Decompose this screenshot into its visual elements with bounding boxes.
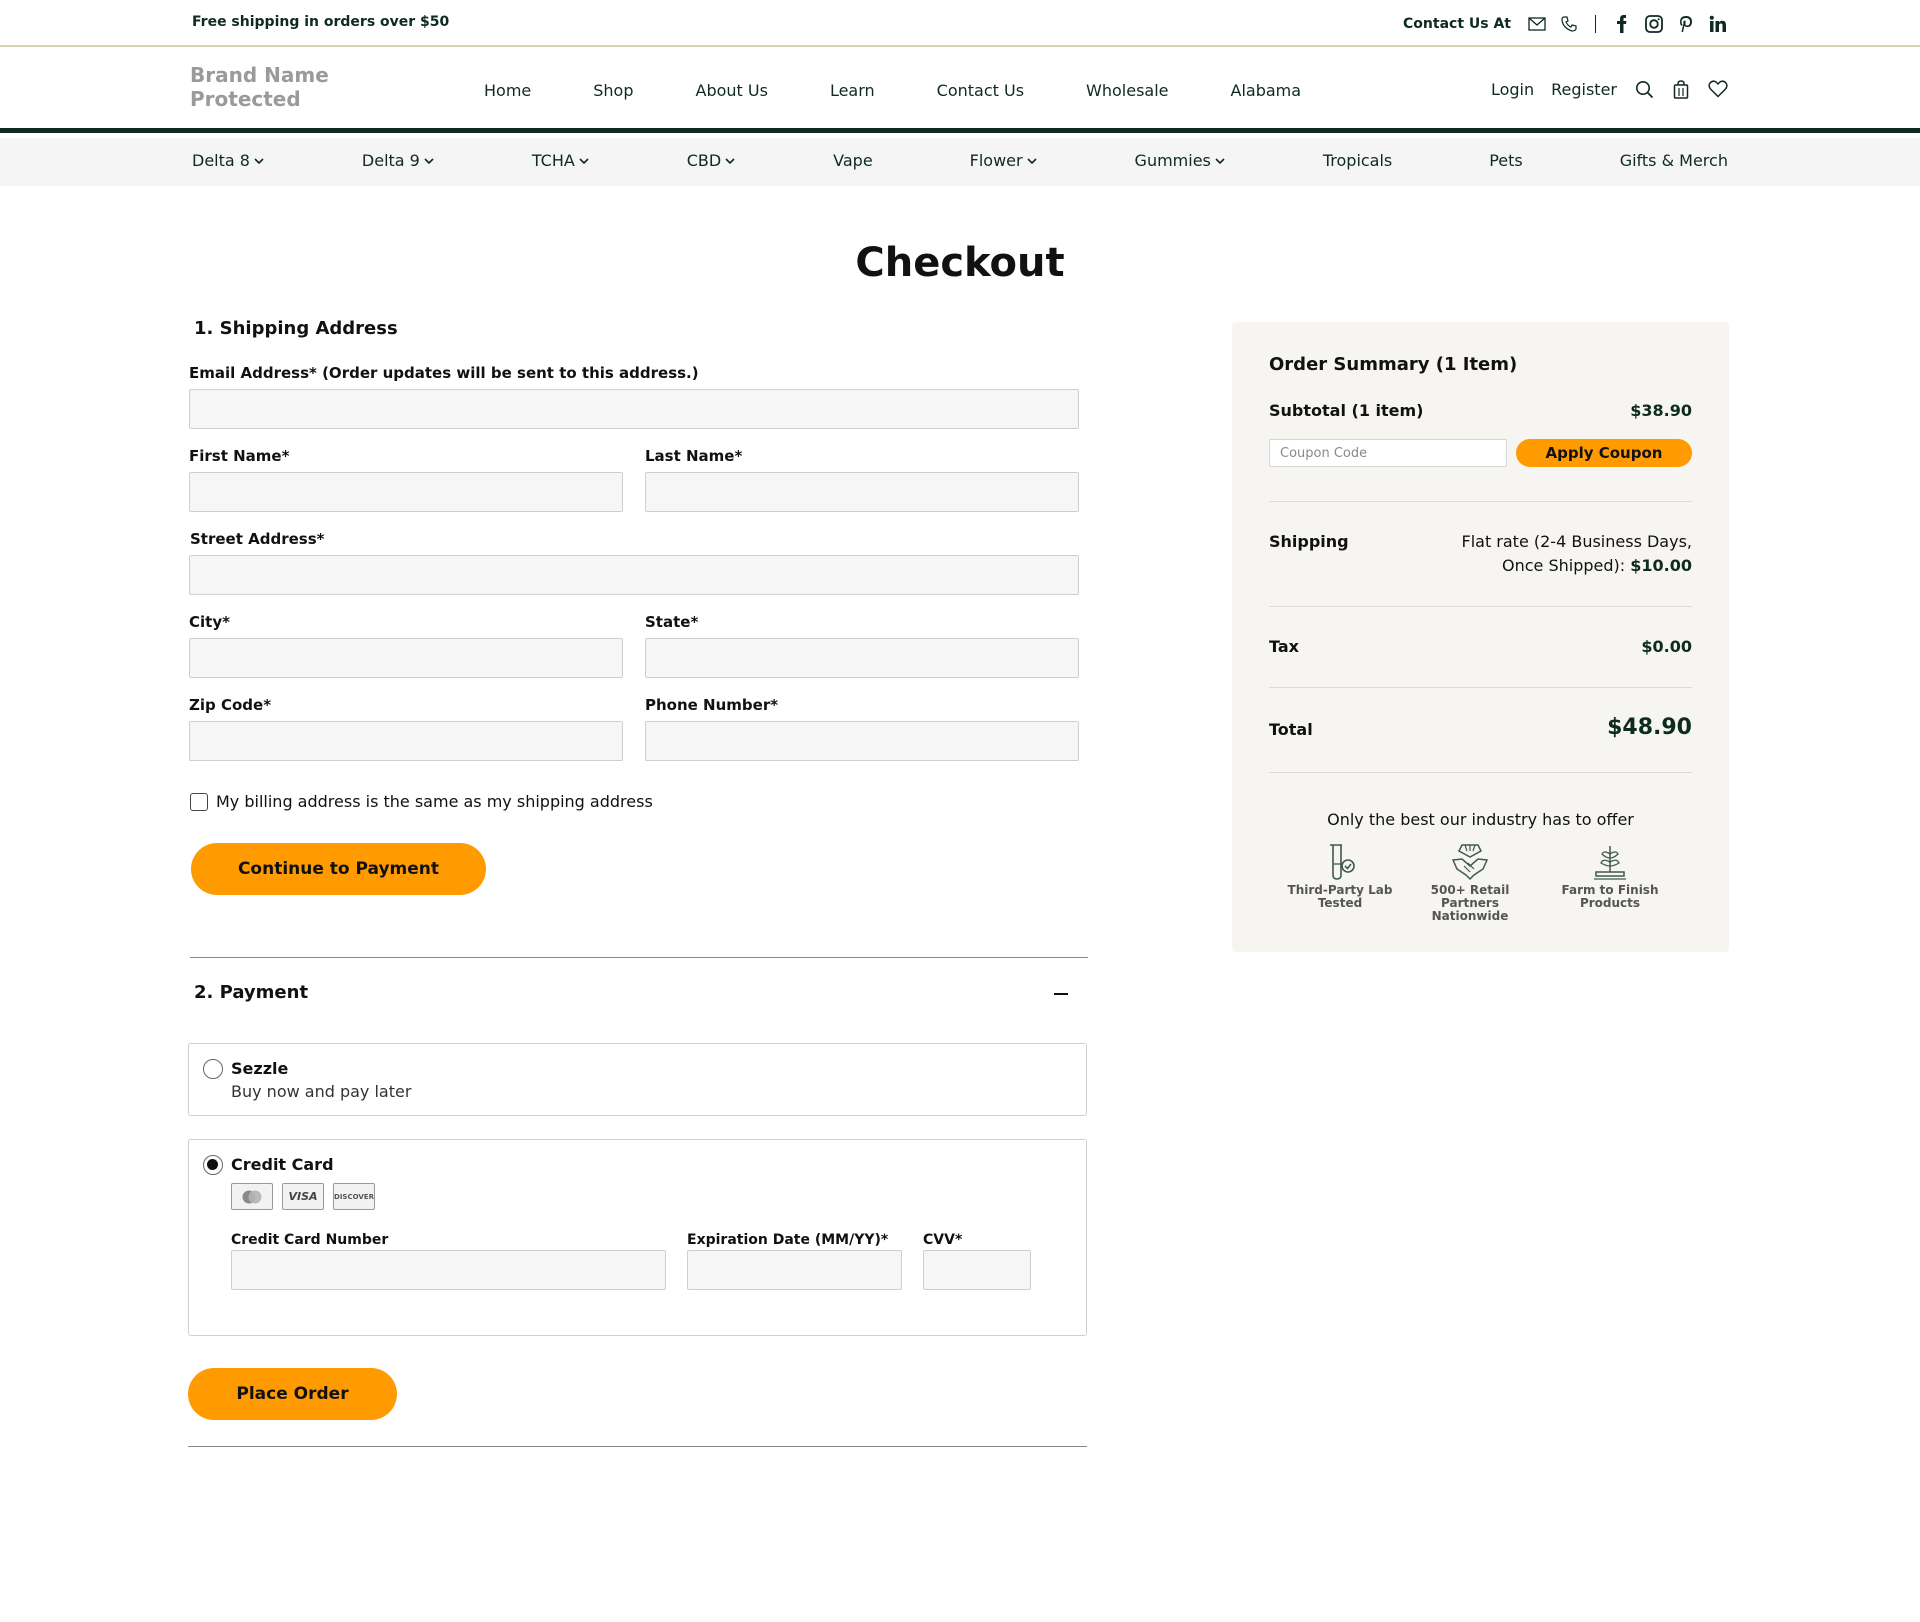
category-cbd[interactable] [687,151,736,170]
order-summary-title: Order Summary (1 Item) [1269,354,1518,375]
place-order-button[interactable]: Place Order [188,1368,397,1420]
badge-retail-partners [1410,842,1530,923]
shipping-method-text [1432,530,1692,578]
billing-same-row [190,792,653,811]
street-address-label: Street Address* [190,530,325,548]
sezzle-subtitle: Buy now and pay later [231,1082,412,1101]
chevron-down-icon [578,155,590,167]
city-field[interactable] [189,638,623,678]
main-nav [484,81,1363,100]
category-label: Vape [833,151,873,170]
category-label: Pets [1489,151,1523,170]
category-label: Gifts & Merch [1619,151,1728,170]
cc-number-label: Credit Card Number [231,1232,389,1248]
sezzle-title: Sezzle [231,1059,289,1078]
visa-logo: VISA [282,1183,324,1210]
tax-label: Tax [1269,637,1299,656]
category-label: Gummies [1134,151,1211,170]
chevron-down-icon [253,155,265,167]
sezzle-option[interactable] [188,1043,1087,1116]
login-link[interactable]: Login [1490,79,1535,99]
summary-divider [1269,606,1692,607]
category-pets[interactable] [1489,151,1523,170]
subtotal-value: $38.90 [1630,401,1692,420]
plant-icon [1590,842,1630,882]
contact-label: Contact Us At [1403,16,1511,32]
billing-same-checkbox[interactable] [190,793,208,811]
tax-value: $0.00 [1641,637,1692,656]
brand-logo[interactable]: Brand Name Protected [190,63,329,111]
divider [1595,15,1596,33]
summary-divider [1269,772,1692,773]
badge-label: Farm to Finish Products [1561,883,1659,910]
search-icon[interactable] [1634,79,1654,99]
contact-links [1403,10,1728,38]
category-gifts-merch[interactable] [1620,151,1728,170]
nav-home[interactable]: Home [484,81,532,100]
credit-card-radio[interactable] [203,1155,223,1175]
main-header [0,47,1920,133]
collapse-minus-icon[interactable] [1054,993,1068,995]
first-name-label: First Name* [189,447,290,465]
category-label: TCHA [531,151,575,170]
free-shipping-promo: Free shipping in orders over $50 [192,14,450,30]
handshake-icon [1450,842,1490,882]
cart-icon[interactable] [1671,79,1691,99]
chevron-down-icon [1026,155,1038,167]
category-bar [0,138,1920,186]
expiration-label: Expiration Date (MM/YY)* [687,1232,889,1248]
shipping-method-description: Flat rate (2-4 Business Days, Once Shipped): [1461,532,1692,575]
zip-code-label: Zip Code* [189,696,272,714]
badge-label: 500+ Retail Partners Nationwide [1430,883,1510,923]
summary-divider [1269,501,1692,502]
last-name-label: Last Name* [645,447,743,465]
total-value: $48.90 [1607,715,1692,740]
zip-code-field[interactable] [189,721,623,761]
shipping-label: Shipping [1269,532,1349,551]
apply-coupon-button[interactable]: Apply Coupon [1516,439,1692,467]
category-gummies[interactable] [1135,151,1226,170]
chevron-down-icon [423,155,435,167]
register-link[interactable]: Register [1551,79,1617,99]
cvv-label: CVV* [923,1232,963,1248]
summary-divider [1269,687,1692,688]
first-name-field[interactable] [189,472,623,512]
nav-about-us[interactable]: About Us [695,81,768,100]
category-label: Flower [969,151,1023,170]
top-bar [0,0,1920,47]
nav-learn[interactable]: Learn [829,81,875,100]
nav-shop[interactable]: Shop [593,81,634,100]
sezzle-radio[interactable] [203,1059,223,1079]
test-tube-icon [1320,842,1360,882]
expiration-field[interactable] [687,1250,902,1290]
category-flower[interactable] [970,151,1038,170]
category-tcha[interactable] [532,151,590,170]
email-label: Email Address* (Order updates will be sent to this address.) [189,364,699,382]
badge-label: Third-Party Lab Tested [1287,883,1393,910]
street-address-field[interactable] [189,555,1079,595]
mastercard-logo [231,1183,273,1210]
nav-alabama[interactable]: Alabama [1230,81,1302,100]
continue-to-payment-button[interactable]: Continue to Payment [191,843,486,895]
shipping-section-title: 1. Shipping Address [194,318,398,339]
phone-icon[interactable] [1559,14,1579,34]
chevron-down-icon [1214,155,1226,167]
last-name-field[interactable] [645,472,1079,512]
nav-contact-us[interactable]: Contact Us [936,81,1025,100]
coupon-code-input[interactable]: Coupon Code [1269,439,1507,467]
pinterest-icon[interactable] [1676,14,1696,34]
wishlist-heart-icon[interactable] [1708,79,1728,99]
mail-icon[interactable] [1527,14,1547,34]
payment-section-title: 2. Payment [194,982,309,1003]
chevron-down-icon [724,155,736,167]
credit-card-title: Credit Card [231,1155,334,1174]
user-actions [1491,79,1728,99]
badge-lab-tested [1280,842,1400,910]
category-delta-8[interactable] [192,151,265,170]
page-title: Checkout [855,240,1065,286]
category-vape[interactable] [833,151,873,170]
summary-tagline: Only the best our industry has to offer [1327,810,1634,829]
order-summary-panel [1232,322,1729,952]
linkedin-icon[interactable] [1708,14,1728,34]
city-label: City* [189,613,230,631]
nav-wholesale[interactable]: Wholesale [1086,81,1169,100]
shipping-cost: $10.00 [1630,556,1692,575]
badge-farm-to-finish [1550,842,1670,910]
category-label: Delta 8 [192,151,250,170]
phone-number-field[interactable] [645,721,1079,761]
state-label: State* [645,613,699,631]
subtotal-label: Subtotal (1 item) [1269,401,1424,420]
credit-card-option[interactable] [188,1139,1087,1336]
discover-logo: DISCOVER [333,1183,375,1210]
category-delta-9[interactable] [362,151,435,170]
facebook-icon[interactable] [1612,14,1632,34]
category-label: Delta 9 [361,151,420,170]
category-label: Tropicals [1322,151,1393,170]
cc-number-field[interactable] [231,1250,666,1290]
cvv-field[interactable] [923,1250,1031,1290]
category-tropicals[interactable] [1323,151,1392,170]
email-field[interactable] [189,389,1079,429]
phone-number-label: Phone Number* [645,696,779,714]
state-field[interactable] [645,638,1079,678]
total-label: Total [1269,720,1313,739]
section-divider [190,957,1088,958]
billing-same-label: My billing address is the same as my shipping address [216,792,653,811]
bottom-divider [188,1446,1087,1447]
category-label: CBD [686,151,722,170]
instagram-icon[interactable] [1644,14,1664,34]
